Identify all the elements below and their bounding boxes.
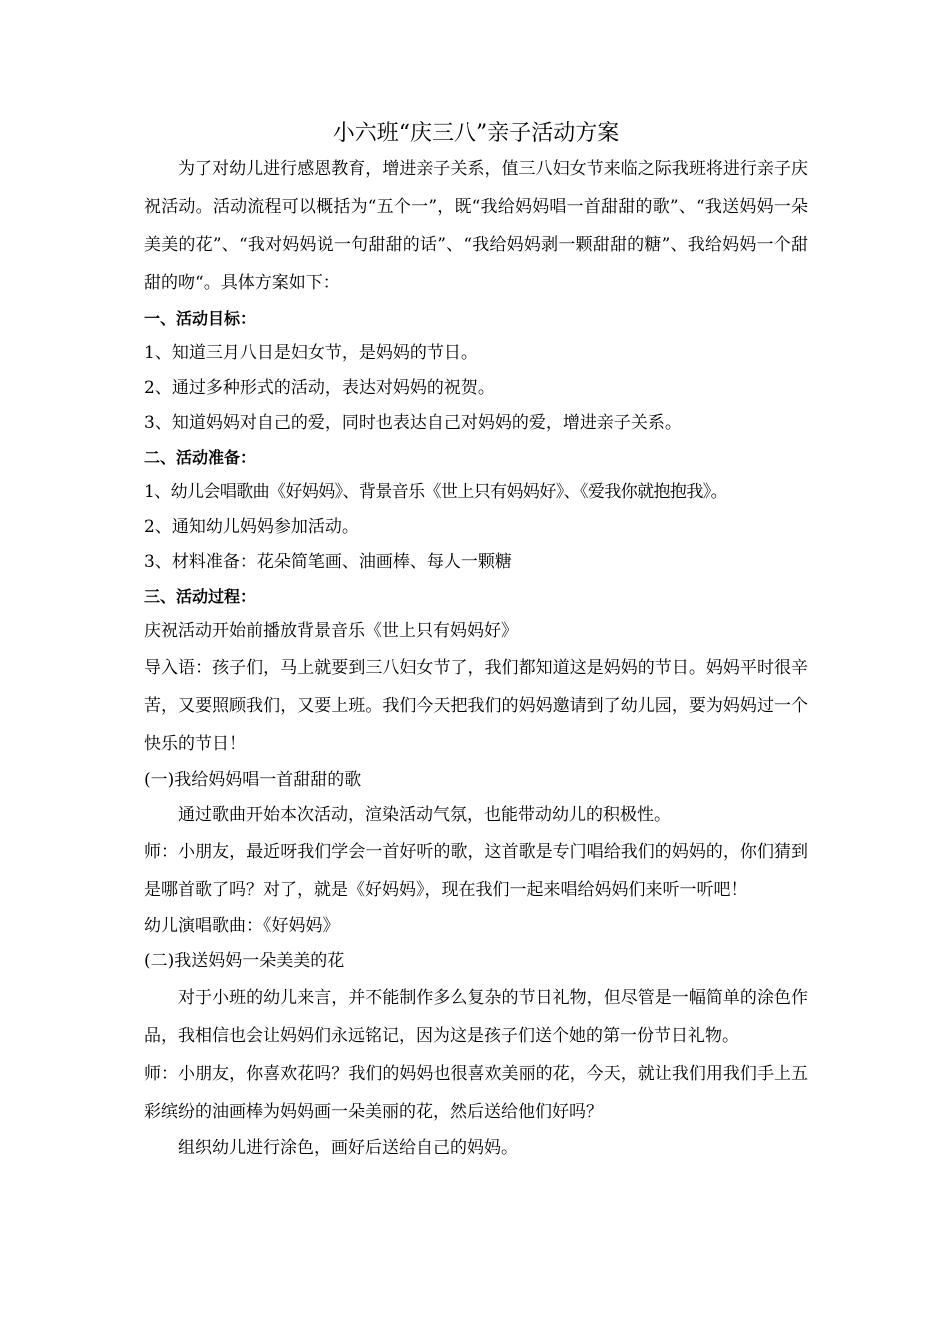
- process-opening: 庆祝活动开始前播放背景音乐《世上只有妈妈好》: [144, 621, 518, 641]
- intro-paragraph: 为了对幼儿进行感恩教育，增进亲子关系，值三八妇女节来临之际我班将进行亲子庆祝活动。活动流程可以概括为“五个一”，既“我给妈妈唱一首甜甜的歌”、“我送妈妈一朵美美的花”、“我对妈妈说一句甜甜的话”、“我给妈妈剥一颗甜甜的糖”、我给妈妈一个甜甜的吻“。具体方案如下：: [144, 159, 808, 293]
- prep-item-1: 1、幼儿会唱歌曲《好妈妈》、背景音乐《世上只有妈妈好》、《爱我你就抱抱我》。: [144, 482, 728, 502]
- goal-item-3: 3、知道妈妈对自己的爱，同时也表达自己对妈妈的爱，增进亲子关系。: [144, 413, 682, 433]
- prep-item-2: 2、通知幼儿妈妈参加活动。: [144, 517, 359, 537]
- part2-activity: 组织幼儿进行涂色，画好后送给自己的妈妈。: [178, 1138, 518, 1158]
- goal-item-2: 2、通过多种形式的活动，表达对妈妈的祝贺。: [144, 378, 495, 398]
- part1-performance: 幼儿演唱歌曲：《好妈妈》: [144, 916, 340, 936]
- part1-teacher-line: 师：小朋友，最近呀我们学会一首好听的歌，这首歌是专门唱给我们的妈妈的，你们猜到是哪首歌了吗？对了，就是《好妈妈》，现在我们一起来唱给妈妈们来听一听吧！: [144, 842, 808, 900]
- part2-teacher-line: 师：小朋友，你喜欢花吗？我们的妈妈也很喜欢美丽的花，今天，就让我们用我们手上五彩缤纷的油画棒为妈妈画一朵美丽的花，然后送给他们好吗？: [144, 1064, 808, 1122]
- part1-title: (一)我给妈妈唱一首甜甜的歌: [144, 770, 362, 790]
- part2-title: (二)我送妈妈一朵美美的花: [144, 951, 345, 971]
- section-heading-process: 三、活动过程：: [144, 587, 257, 606]
- prep-item-3: 3、材料准备：花朵简笔画、油画棒、每人一颗糖: [144, 552, 512, 572]
- section-heading-preparation: 二、活动准备：: [144, 448, 257, 467]
- section-heading-goals: 一、活动目标：: [144, 309, 257, 328]
- document-page: [144, 118, 808, 1166]
- document-title: 小六班“庆三八”亲子活动方案: [332, 121, 620, 146]
- process-lead-in: 导入语：孩子们，马上就要到三八妇女节了，我们都知道这是妈妈的节日。妈妈平时很辛苦，又要照顾我们，又要上班。我们今天把我们的妈妈邀请到了幼儿园，要为妈妈过一个快乐的节日！: [144, 658, 808, 754]
- part1-description: 通过歌曲开始本次活动，渲染活动气氛，也能带动幼儿的积极性。: [178, 805, 671, 825]
- goal-item-1: 1、知道三月八日是妇女节，是妈妈的节日。: [144, 343, 478, 363]
- part2-description: 对于小班的幼儿来言，并不能制作多么复杂的节日礼物，但尽管是一幅简单的涂色作品，我相信也会让妈妈们永远铭记，因为这是孩子们送个她的第一份节日礼物。: [144, 988, 808, 1046]
